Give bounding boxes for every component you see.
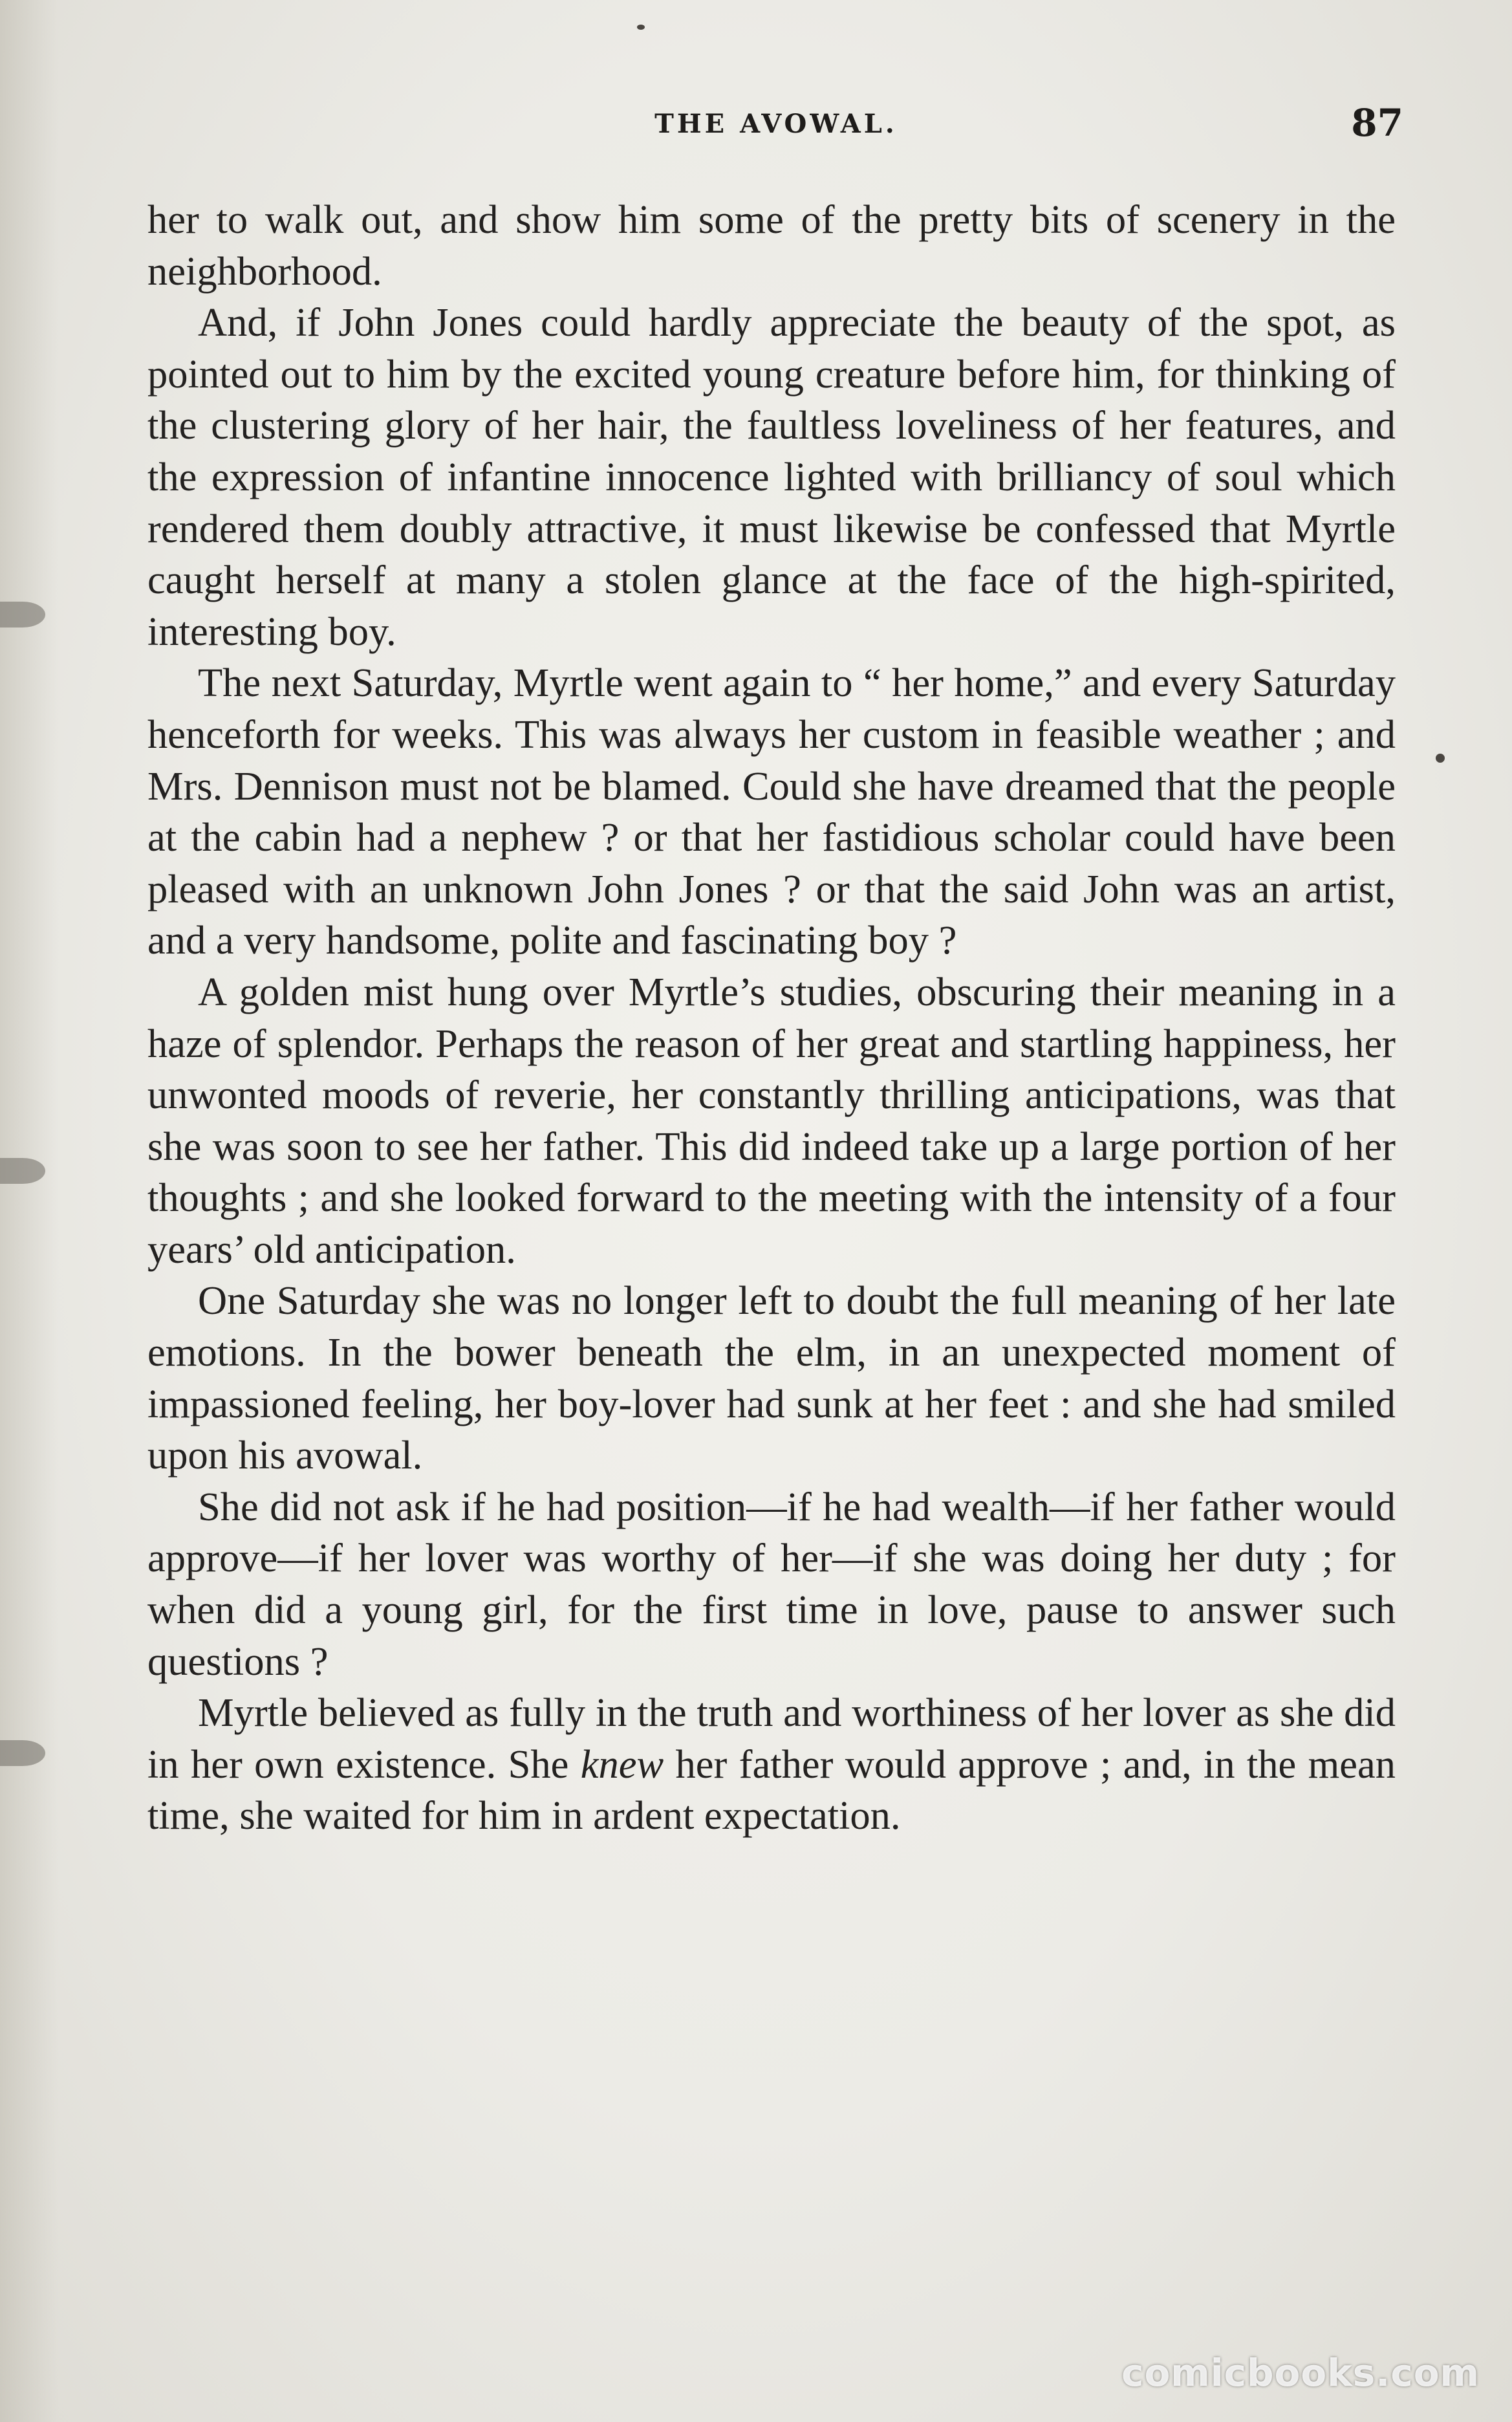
paper-speck — [637, 25, 645, 30]
emphasized-word: knew — [580, 1741, 664, 1787]
paragraph: She did not ask if he had position—if he had wealth—if her father would approve—if her lover was worthy of her—if she was doing her duty ; for when did a young girl, for the first time in love, pause to answer such questions ? — [147, 1483, 1396, 1684]
paper-speck — [1436, 754, 1445, 763]
running-header — [149, 101, 1403, 167]
page-tear-mark — [0, 1158, 45, 1184]
site-watermark: comicbooks.com — [1121, 2351, 1480, 2395]
page-tear-mark — [0, 1740, 45, 1766]
paragraph-text: her father would approve ; and, in the mean time, she waited for him in ardent expectation. — [147, 1741, 1396, 1838]
paragraph: A golden mist hung over Myrtle’s studies, obscuring their meaning in a haze of splendor. Perhaps the reason of her great and startling happiness, her unwonted moods of reverie, her constantly thrilling anticipations, was that she was soon to see her father. This did indeed take up a large portion of her thoughts ; and she looked forward to the meeting with the intensity of a four years’ old anticipation. — [147, 968, 1396, 1272]
paragraph: One Saturday she was no longer left to doubt the full meaning of her late emotions. In the bower beneath the elm, in an unexpected moment of impassioned feeling, her boy-lover had sunk at her feet : and she had smiled upon his avowal. — [147, 1278, 1396, 1478]
page-tear-mark — [0, 602, 45, 627]
paragraph: And, if John Jones could hardly appreciate the beauty of the spot, as pointed out to him by the excited young creature before him, for thinking of the clustering glory of her hair, the faultless loveliness of her features, and the expression of infantine innocence lighted with brilliancy of soul which rendered them doubly attractive, it must likewise be confessed that Myrtle caught herself at many a stolen glance at the face of the high-spirited, interesting boy. — [147, 300, 1396, 654]
body-text — [147, 194, 1396, 1842]
page-edge-shadow — [0, 0, 58, 2422]
paragraph: The next Saturday, Myrtle went again to “ her home,” and every Saturday henceforth for weeks. This was always her custom in feasible weather ; and Mrs. Dennison must not be blamed. Could she have dreamed that the people at the cabin had a nephew ? or that her fastidious scholar could have been pleased with an unknown John Jones ? or that the said John was an artist, and a very handsome, polite and fascinating boy ? — [147, 660, 1396, 963]
running-title: THE AVOWAL. — [654, 109, 898, 139]
page-number: 87 — [1351, 101, 1403, 145]
paragraph — [147, 1687, 1396, 1842]
paragraph: her to walk out, and show him some of the pretty bits of scenery in the neighborhood. — [147, 197, 1396, 294]
paragraph-text: Myrtle believed as fully in the truth and worthiness of her lover as she did in her own existence. She — [147, 1690, 1396, 1787]
